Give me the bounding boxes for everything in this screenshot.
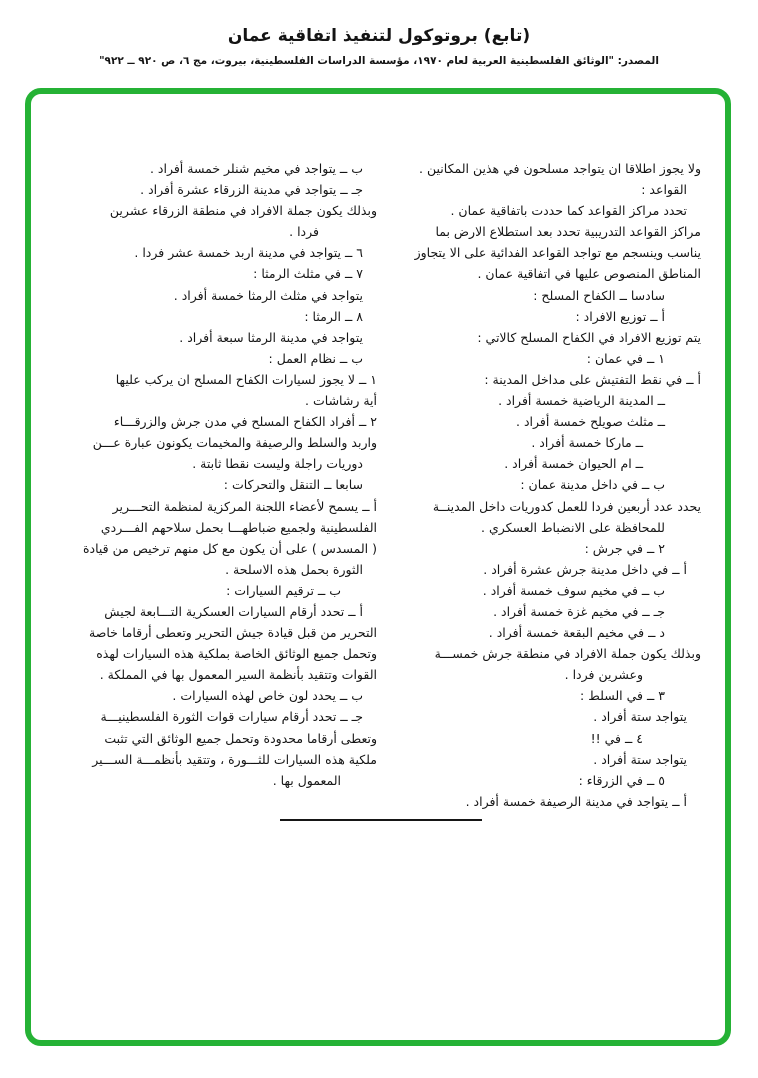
text-line: جـ ــ يتواجد في مدينة الزرقاء عشرة أفراد . [140,182,363,198]
text-line: ٢ ــ أفراد الكفاح المسلح في مدن جرش والزرقـــاء [113,414,377,430]
text-line: للمحافظة على الانضباط العسكري . [481,519,665,535]
text-line: ب ــ في مخيم سوف خمسة أفراد . [482,582,665,598]
column-left [53,158,377,791]
text-line: يتواجد في مدينة الرمثا سبعة أفراد . [179,329,363,345]
text-line: ب ــ في داخل مدينة عمان : [520,477,665,493]
text-line: ــ ماركا خمسة أفراد . [531,435,643,451]
text-line: د ــ في مخيم البقعة خمسة أفراد . [488,625,665,641]
text-line: المعمول بها . [272,772,341,788]
text-line: وعشرين فردا . [564,667,643,683]
source-line: المصدر: "الوثائق الفلسطينية العربية لعام ١٩٧٠، مؤسسة الدراسات الفلسطينية، بيروت، مج ٦، ص ٩٢٠ ــ ٩٢٢" [99,55,659,67]
text-line: ٣ ــ في السلط : [580,688,665,704]
text-line: يناسب وينسجم مع تواجد القواعد الفدائية على الا يتجاوز [414,245,701,261]
text-line: أ ــ يتواجد في مدينة الرصيفة خمسة أفراد . [465,793,687,809]
separator-line [280,819,482,821]
text-line: وتعطى أرقاما محدودة وتحمل جميع الوثائق التي تثبت [104,730,377,746]
text-line: تحدد مراكز القواعد كما حددت باتفاقية عمان . [450,203,687,219]
text-line: يتواجد ستة أفراد . [593,751,687,767]
text-line: التحرير من قبل قيادة جيش التحرير وتعطى أرقاما خاصة [89,625,377,641]
page-title: (تابع) بروتوكول لتنفيذ اتفاقية عمان [227,26,531,46]
text-line: ــ المدينة الرياضية خمسة أفراد . [498,393,665,409]
text-line: ب ــ نظام العمل : [268,350,363,366]
column-right [387,158,701,812]
text-line: أ ــ توزيع الافراد : [575,308,665,324]
text-line: أ ــ تحدد أرقام السيارات العسكرية التـــابعة لجيش [104,603,363,619]
text-line: أية رشاشات . [305,393,377,409]
text-line: أ ــ في داخل مدينة جرش عشرة أفراد . [483,561,687,577]
text-line: القوات وتتقيد بأنظمة السير المعمول بها في المملكة . [99,667,377,683]
text-line: يتواجد ستة أفراد . [593,709,687,725]
text-line: ــ مثلث صويلح خمسة أفراد . [516,414,665,430]
text-line: ٥ ــ في الزرقاء : [578,772,665,788]
text-line: وتحمل جميع الوثائق الخاصة بملكية هذه السيارات لهذه [96,646,377,662]
text-line: سادسا ــ الكفاح المسلح : [533,287,665,303]
text-line: جـ ــ في مخيم غزة خمسة أفراد . [493,603,665,619]
text-line: يتواجد في مثلث الرمثا خمسة أفراد . [173,287,363,303]
text-line: جـ ــ تحدد أرقام سيارات قوات الثورة الفلسطينيـــة [100,709,363,725]
text-line: ب ــ يتواجد في مخيم شنلر خمسة أفراد . [149,161,363,176]
text-line: ملكية هذه السيارات للثـــورة ، وتتقيد بأنظمـــة الســـير [92,751,377,767]
text-line: أ ــ في نقط التفتيش على مداخل المدينة : [484,371,701,387]
text-line: ٢ ــ في جرش : [584,540,665,556]
text-line: الفلسطينية ولجميع ضباطهـــا بحمل سلاحهم الفـــردي [100,519,377,535]
text-line: ٦ ــ يتواجد في مدينة اربد خمسة عشر فردا . [134,245,363,261]
text-line: سابعا ــ التنقل والتحركات : [223,477,363,493]
text-line: ٨ ــ الرمثا : [304,308,363,324]
text-line: المناطق المنصوص عليها في اتفاقية عمان . [477,266,701,282]
text-line: ١ ــ في عمان : [586,350,665,366]
text-line: ــ ام الحيوان خمسة أفراد . [504,456,643,472]
text-line: ب ــ يحدد لون خاص لهذه السيارات . [172,688,363,704]
text-line: يتم توزيع الافراد في الكفاح المسلح كالاتي : [477,329,701,345]
text-line: مراكز القواعد التدريبية تحدد بعد استطلاع الارض بما [435,224,701,240]
text-line: وبذلك يكون جملة الافراد في منطقة جرش خمســـة [434,646,701,662]
text-line: ٤ ــ في !! [590,730,643,746]
text-line: ب ــ ترقيم السيارات : [226,582,341,598]
text-line: فردا . [289,224,319,240]
text-line: القواعد : [641,182,687,198]
text-line: ٧ ــ في مثلث الرمثا : [253,266,363,282]
text-line: ولا يجوز اطلاقا ان يتواجد مسلحون في هذين المكانين . [419,161,701,176]
text-line: واربد والسلط والرصيفة والمخيمات يكونون عبارة عـــن [92,435,377,451]
document-frame [25,88,731,1046]
text-line: الثورة بحمل هذه الاسلحة . [225,561,363,577]
text-line: يحدد عدد أربعين فردا للعمل كدوريات داخل المدينــة [432,498,701,514]
text-line: أ ــ يسمح لأعضاء اللجنة المركزية لمنظمة التحـــرير [112,498,377,514]
text-line: دوريات راجلة وليست نقطا ثابتة . [192,456,363,472]
text-line: وبذلك يكون جملة الافراد في منطقة الزرقاء عشرين [109,203,377,219]
text-line: ١ ــ لا يجوز لسيارات الكفاح المسلح ان يركب عليها [115,371,377,387]
text-line: ( المسدس ) على أن يكون مع كل منهم ترخيص من قيادة [82,540,377,556]
